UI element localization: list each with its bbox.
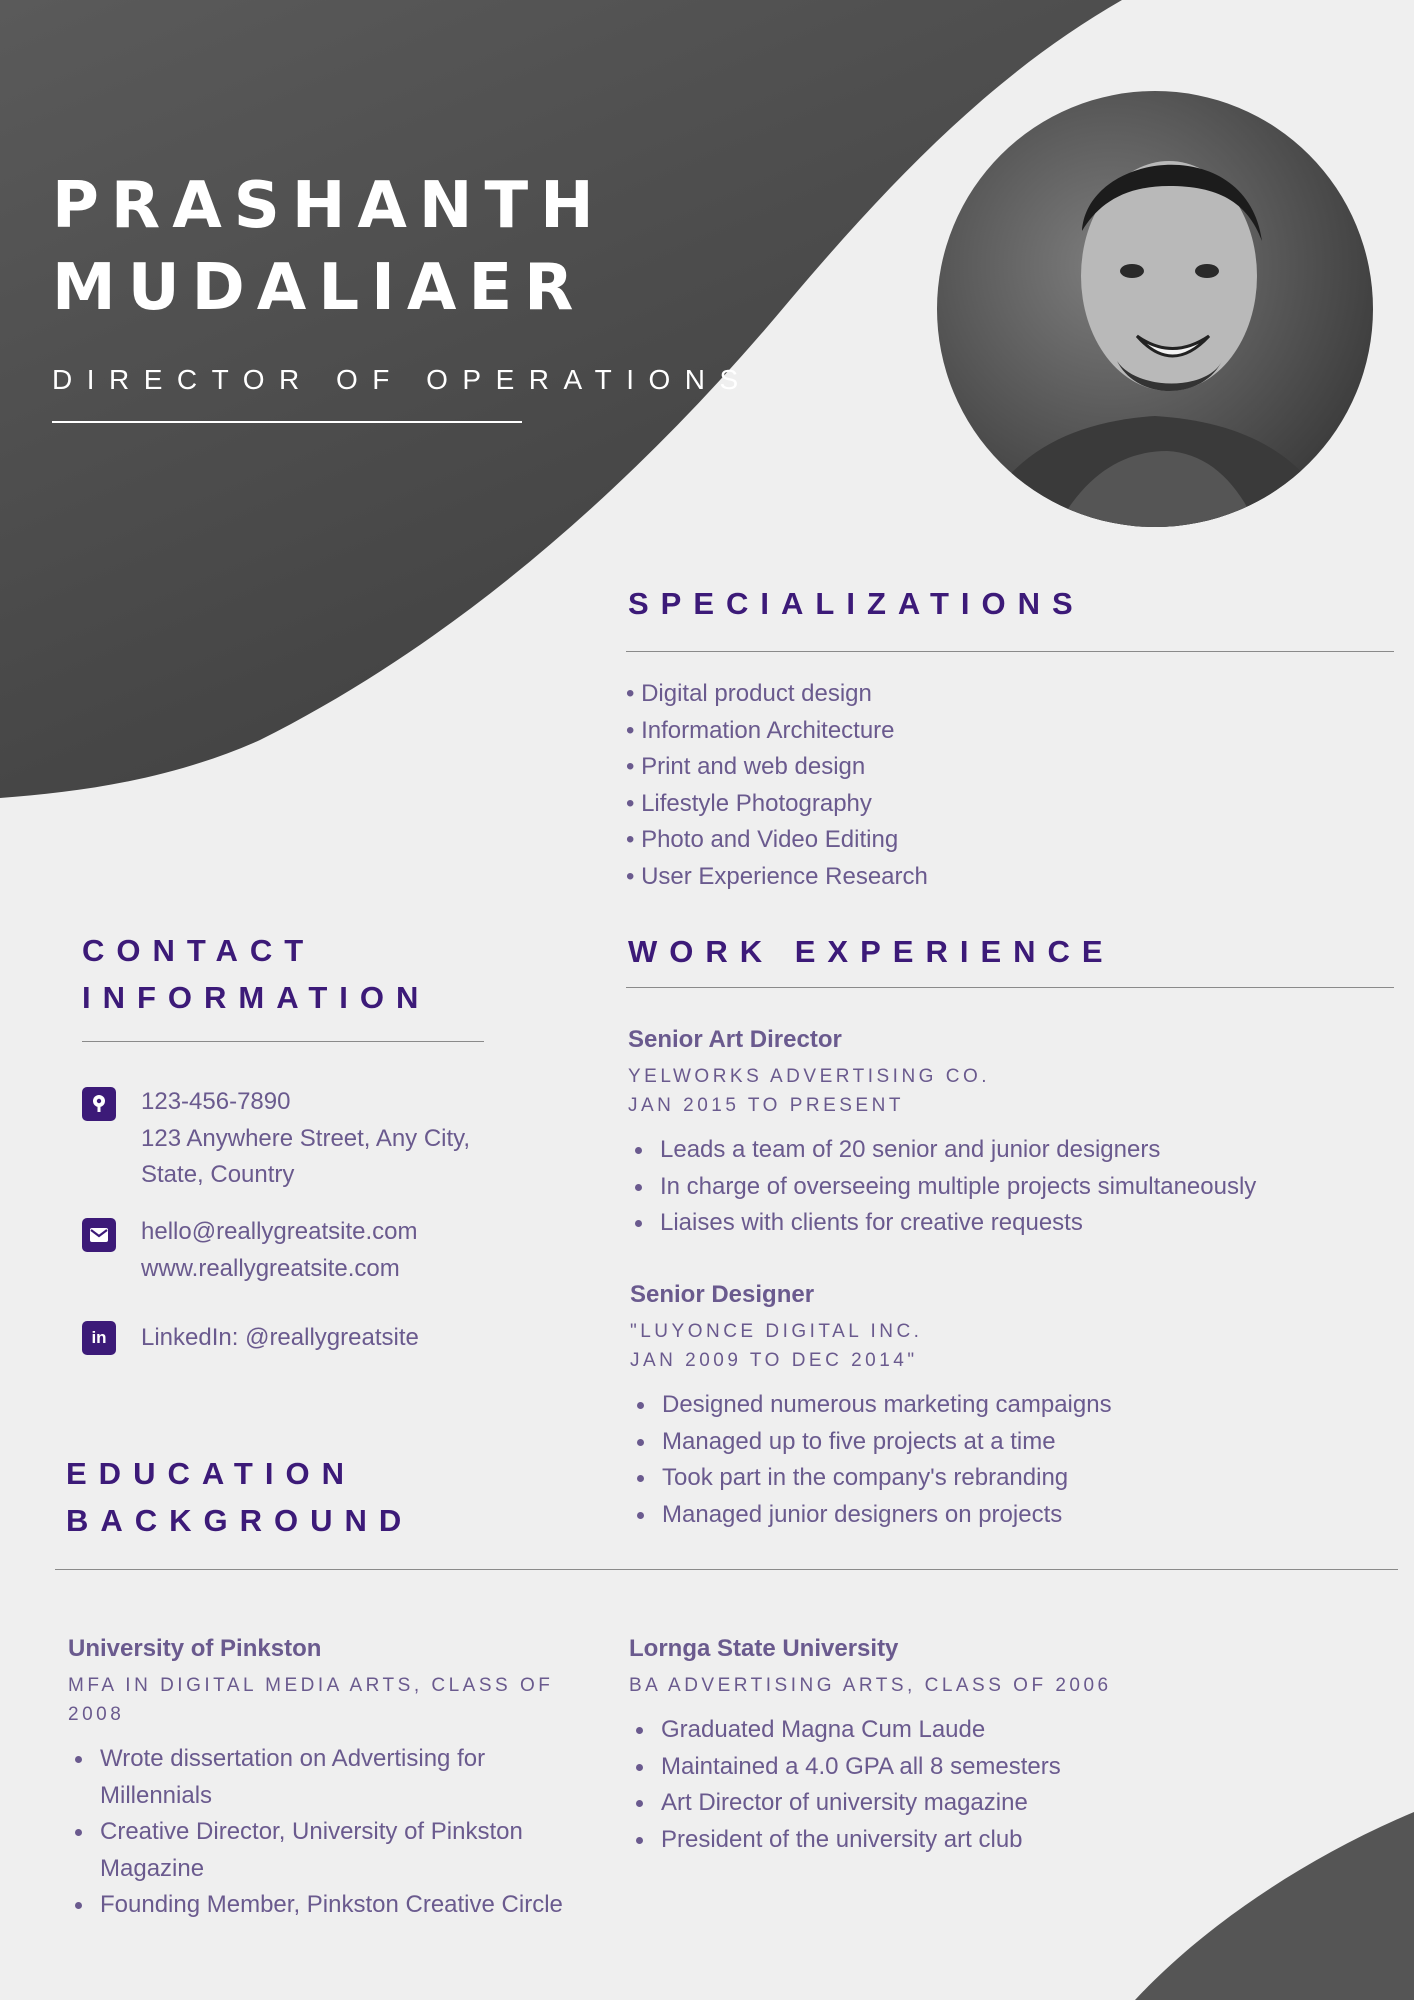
school-entry xyxy=(629,1635,1369,1858)
education-heading-line2: BACKGROUND xyxy=(66,1503,414,1538)
education-divider xyxy=(55,1569,1398,1570)
linkedin-icon: in xyxy=(82,1321,116,1355)
job-entry xyxy=(628,1026,1388,1242)
email-icon xyxy=(82,1218,116,1252)
contact-address-block xyxy=(141,1084,470,1194)
location-icon xyxy=(82,1087,116,1121)
school-name: Lornga State University xyxy=(629,1635,899,1662)
school-degree-line1: MFA IN DIGITAL MEDIA ARTS, CLASS OF xyxy=(68,1675,554,1696)
header-wave-shape xyxy=(0,0,1122,798)
job-company: YELWORKS ADVERTISING CO. xyxy=(628,1066,991,1087)
contact-web-block xyxy=(141,1214,417,1287)
website-link[interactable]: www.reallygreatsite.com xyxy=(141,1254,400,1282)
list-item: Designed numerous marketing campaigns xyxy=(630,1387,1390,1424)
list-item: Took part in the company's rebranding xyxy=(630,1460,1390,1497)
job-dates: JAN 2009 TO DEC 2014" xyxy=(630,1350,918,1371)
job-title: Senior Art Director xyxy=(628,1026,842,1053)
school-degree-line1: BA ADVERTISING ARTS, CLASS OF 2006 xyxy=(629,1675,1112,1696)
school-entry xyxy=(68,1635,598,1924)
list-item: • Information Architecture xyxy=(626,716,895,744)
work-experience-divider xyxy=(626,987,1394,988)
list-item: Maintained a 4.0 GPA all 8 semesters xyxy=(629,1749,1369,1786)
list-item: • Print and web design xyxy=(626,753,866,780)
specializations-heading: SPECIALIZATIONS xyxy=(628,586,1085,621)
address-line2: State, Country xyxy=(141,1161,295,1188)
name-last: MUDALIAER xyxy=(52,251,586,325)
job-company: "LUYONCE DIGITAL INC. xyxy=(630,1321,923,1342)
school-bullets xyxy=(68,1741,598,1924)
list-item: Art Director of university magazine xyxy=(629,1785,1369,1822)
contact-heading-line2: INFORMATION xyxy=(82,980,431,1015)
email-link[interactable]: hello@reallygreatsite.com xyxy=(141,1218,418,1245)
education-heading xyxy=(66,1450,413,1544)
phone-number[interactable]: 123-456-7890 xyxy=(141,1088,291,1115)
list-item: • Digital product design xyxy=(626,680,872,707)
list-item: Leads a team of 20 senior and junior designers xyxy=(628,1132,1388,1169)
job-dates: JAN 2015 TO PRESENT xyxy=(628,1095,904,1116)
school-degree-line2: 2008 xyxy=(68,1704,125,1725)
profile-photo xyxy=(937,91,1373,527)
list-item: Graduated Magna Cum Laude xyxy=(629,1712,1369,1749)
list-item: Founding Member, Pinkston Creative Circle xyxy=(68,1887,598,1924)
list-item: • Lifestyle Photography xyxy=(626,789,872,817)
contact-divider xyxy=(82,1041,484,1042)
school-bullets xyxy=(629,1712,1369,1858)
job-entry xyxy=(630,1281,1390,1533)
name-first: PRASHANTH xyxy=(52,169,606,243)
job-title: Senior Designer xyxy=(630,1281,815,1308)
list-item: Managed junior designers on projects xyxy=(630,1497,1390,1534)
specializations-list xyxy=(626,676,928,895)
candidate-name xyxy=(52,165,606,329)
specializations-divider xyxy=(626,651,1394,652)
list-item: Creative Director, University of Pinkston Magazine xyxy=(68,1814,598,1887)
school-name: University of Pinkston xyxy=(68,1635,322,1662)
list-item: President of the university art club xyxy=(629,1822,1369,1859)
contact-heading-line1: CONTACT xyxy=(82,933,316,968)
role-divider xyxy=(52,421,522,423)
list-item: In charge of overseeing multiple projects simultaneously xyxy=(628,1169,1388,1206)
list-item: • Photo and Video Editing xyxy=(626,826,899,853)
contact-heading xyxy=(82,927,430,1021)
job-role: DIRECTOR OF OPERATIONS xyxy=(52,364,753,395)
job-bullets xyxy=(630,1387,1390,1533)
job-bullets xyxy=(628,1132,1388,1242)
list-item: Liaises with clients for creative requests xyxy=(628,1205,1388,1242)
list-item: Wrote dissertation on Advertising for Millennials xyxy=(68,1741,598,1814)
work-experience-heading: WORK EXPERIENCE xyxy=(628,934,1115,969)
list-item: Managed up to five projects at a time xyxy=(630,1424,1390,1461)
education-heading-line1: EDUCATION xyxy=(66,1456,356,1491)
address-line1: 123 Anywhere Street, Any City, xyxy=(141,1124,471,1152)
list-item: • User Experience Research xyxy=(626,862,928,890)
linkedin-link[interactable]: LinkedIn: @reallygreatsite xyxy=(141,1324,419,1351)
